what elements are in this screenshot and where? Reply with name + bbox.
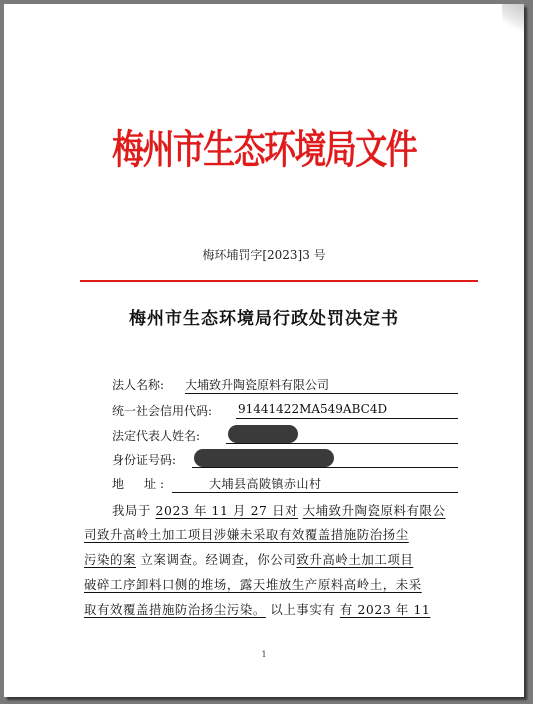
body-company: 大埔致升陶瓷原料有限公 [302, 503, 446, 518]
body-line-5 [84, 600, 430, 618]
legal-name-label: 法人名称: [112, 378, 165, 392]
body-project: 致升高岭土加工项目 [296, 552, 414, 567]
body-line-4: 破碎工序卸料口侧的堆场，露天堆放生产原料高岭土，未采 [84, 577, 422, 592]
body-date: 2023 年 11 月 27 日对 [155, 503, 299, 518]
legal-name-underline [185, 393, 458, 394]
agency-header-title: 梅州市生态环境局文件 [112, 127, 416, 173]
document-number: 梅环埔罚字[2023]3 号 [202, 248, 326, 262]
body-text: 我局于 [112, 503, 151, 518]
address-value: 大埔县高陂镇赤山村 [209, 477, 322, 491]
credit-code-label: 统一社会信用代码: [112, 404, 213, 418]
document-page [4, 4, 524, 697]
body-line-2: 司致升高岭土加工项目涉嫌未采取有效覆盖措施防治扬尘 [84, 527, 409, 542]
page-corner-fold [502, 4, 524, 42]
credit-code-value: 91441422MA549ABC4D [238, 402, 388, 416]
body-line-1 [112, 501, 446, 519]
redacted-id-block [194, 449, 334, 467]
id-number-label: 身份证号码: [112, 453, 177, 467]
page-number: 1 [261, 650, 267, 659]
body-evidence: 有 2023 年 11 [339, 602, 431, 617]
credit-code-underline [236, 418, 458, 419]
legal-rep-label: 法定代表人姓名: [112, 429, 201, 443]
body-text: 以上事实有 [270, 602, 336, 617]
body-case: 污染的案 [84, 552, 136, 567]
body-line-3 [84, 550, 413, 568]
legal-rep-underline [226, 443, 458, 444]
redacted-name-block [228, 425, 298, 443]
id-number-underline [192, 467, 458, 468]
body-text: 立案调查。经调查，你公司 [140, 552, 297, 567]
address-label: 地 址: [112, 477, 169, 491]
legal-name-value: 大埔致升陶瓷原料有限公司 [185, 378, 330, 392]
body-finding: 取有效覆盖措施防治扬尘污染。 [84, 602, 266, 617]
red-divider-line [80, 280, 478, 282]
decision-title: 梅州市生态环境局行政处罚决定书 [129, 309, 399, 329]
address-underline [172, 492, 458, 493]
